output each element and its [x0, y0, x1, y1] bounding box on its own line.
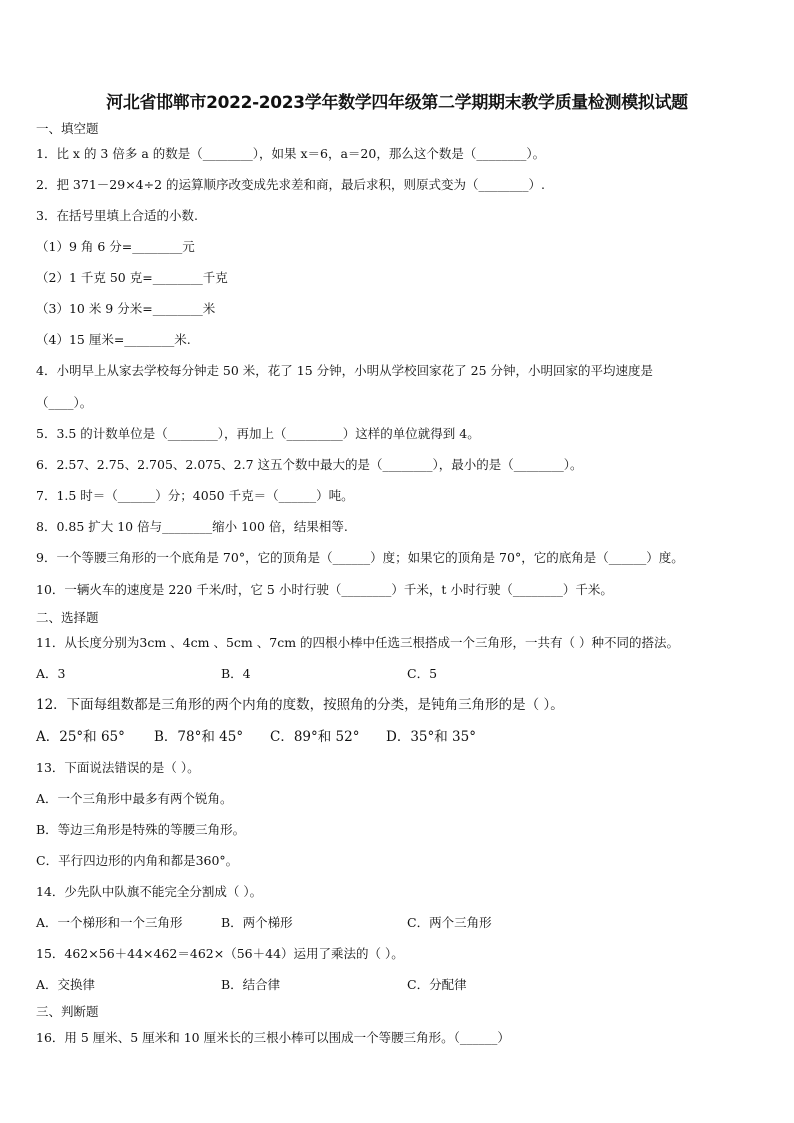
- question-12-option-c: C．89°和 52°: [270, 729, 360, 745]
- question-14-option-b: B．两个梯形: [221, 915, 293, 930]
- question-11-option-b: B．4: [221, 666, 251, 681]
- question-11-option-a: A．3: [36, 666, 66, 681]
- question-12: 12．下面每组数都是三角形的两个内角的度数，按照角的分类，是钝角三角形的是（ ）。: [36, 697, 564, 713]
- section-heading-judge: 三、判断题: [36, 1004, 99, 1019]
- question-14-option-a: A．一个梯形和一个三角形: [36, 915, 183, 930]
- question-13-option-a: A．一个三角形中最多有两个锐角。: [36, 791, 233, 806]
- question-9: 9．一个等腰三角形的一个底角是 70°，它的顶角是（______）度；如果它的顶角是 70°，它的底角是（______）度。: [36, 550, 684, 565]
- question-3-part-3: （3）10 米 9 分米=________米: [36, 301, 216, 316]
- question-2: 2．把 371－29×4÷2 的运算顺序改变成先求差和商，最后求积，则原式变为（________）.: [36, 177, 545, 192]
- question-4-line-1: 4．小明早上从家去学校每分钟走 50 米，花了 15 分钟，小明从学校回家花了 25 分钟，小明回家的平均速度是: [36, 363, 654, 378]
- question-3-part-1: （1）9 角 6 分=________元: [36, 239, 195, 254]
- page-title: 河北省邯郸市2022-2023学年数学四年级第二学期期末教学质量检测模拟试题: [106, 92, 688, 112]
- question-3: 3．在括号里填上合适的小数.: [36, 208, 198, 223]
- question-5: 5．3.5 的计数单位是（________），再加上（_________）这样的单位就得到 4。: [36, 426, 480, 441]
- question-12-option-d: D．35°和 35°: [386, 729, 476, 745]
- question-12-option-b: B．78°和 45°: [154, 729, 244, 745]
- question-13: 13．下面说法错误的是（ ）。: [36, 760, 200, 775]
- question-7: 7．1.5 时＝（______）分；4050 千克＝（______）吨。: [36, 488, 354, 503]
- question-13-option-c: C．平行四边形的内角和都是360°。: [36, 853, 239, 868]
- question-12-option-a: A．25°和 65°: [36, 729, 125, 745]
- question-14-option-c: C．两个三角形: [407, 915, 492, 930]
- question-6: 6．2.57、2.75、2.705、2.075、2.7 这五个数中最大的是（________），最小的是（________）。: [36, 457, 583, 472]
- question-11-option-c: C．5: [407, 666, 438, 681]
- question-10: 10．一辆火车的速度是 220 千米/时，它 5 小时行驶（________）千米，t 小时行驶（________）千米。: [36, 582, 613, 597]
- question-4-line-2: （____）。: [36, 395, 93, 410]
- question-15-option-c: C．分配律: [407, 977, 467, 992]
- section-heading-choice: 二、选择题: [36, 610, 99, 625]
- question-3-part-4: （4）15 厘米=________米.: [36, 332, 191, 347]
- question-8: 8．0.85 扩大 10 倍与________缩小 100 倍，结果相等.: [36, 519, 348, 534]
- question-15-option-b: B．结合律: [221, 977, 281, 992]
- question-13-option-b: B．等边三角形是特殊的等腰三角形。: [36, 822, 246, 837]
- question-15: 15．462×56＋44×462＝462×（56＋44）运用了乘法的（ ）。: [36, 946, 404, 961]
- question-11: 11．从长度分别为3cm 、4cm 、5cm 、7cm 的四根小棒中任选三根搭成一个三角形，一共有（ ）种不同的搭法。: [36, 635, 680, 650]
- section-heading-fill: 一、填空题: [36, 121, 99, 136]
- question-15-option-a: A．交换律: [36, 977, 96, 992]
- question-3-part-2: （2）1 千克 50 克=________千克: [36, 270, 228, 285]
- question-16: 16．用 5 厘米、5 厘米和 10 厘米长的三根小棒可以围成一个等腰三角形。（______）: [36, 1030, 510, 1045]
- question-1: 1．比 x 的 3 倍多 a 的数是（________），如果 x＝6，a＝20，那么这个数是（________）。: [36, 146, 546, 161]
- question-14: 14．少先队中队旗不能完全分割成（ ）。: [36, 884, 263, 899]
